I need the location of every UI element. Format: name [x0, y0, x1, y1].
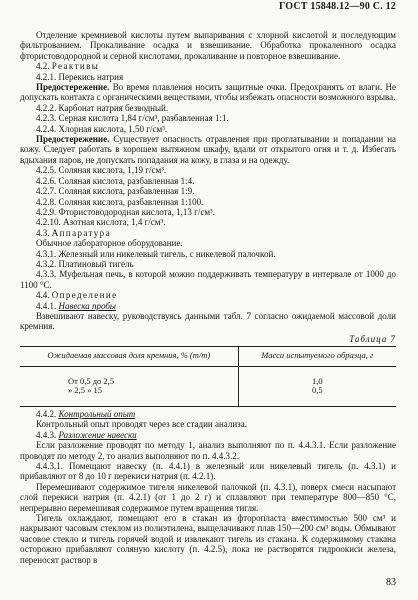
paragraph: 4.2.10. Азотная кислота, 1,4 г/см³. [36, 217, 166, 228]
subsection-heading: 4.4.3. Разложение навески [36, 429, 137, 440]
paragraph: Перемешивают содержимое тигеля никелевой палочкой (п. 4.3.1), поверх смеси насыпают слой перекиси натрия (п. 4.2.1) (от 1 до 2 г) и сплавляют при температуре 800—850 °С, непрерывно перемешивая содержимое путем вращения тигля. [20, 481, 396, 513]
table-cell: » 2,5 » 15 [20, 386, 238, 406]
paragraph: 4.2.8. Соляная кислота, разбавленная 1:100. [36, 196, 204, 207]
paragraph: 4.2.9. Фтористоводородная кислота, 1,13 г/см³. [36, 206, 216, 217]
table-row [20, 386, 396, 406]
paragraph: 4.2.3. Серная кислота 1,84 г/см³, разбавленная 1:1. [36, 113, 229, 124]
table-header-cell: Масса испытуемого образца, г [238, 347, 396, 367]
table-row [20, 366, 396, 386]
paragraph: 4.2.6. Соляная кислота, разбавленная 1:4. [36, 175, 195, 186]
table-caption: Таблица 7 [349, 333, 396, 344]
paragraph: 4.3.2. Платиновый тигель [36, 258, 134, 269]
paragraph: 4.4.3.1. Помещают навеску (п. 4.4.1) в железный или никелевый тигель (п. 4.3.1) и прибавляют от 8 до 10 г перекиси натрия (п. 4.2.1). [20, 461, 396, 482]
paragraph: Взвешивают навеску, руководствуясь данными табл. 7 согласно ожидаемой массовой доли кремния. [20, 310, 396, 332]
table-header-cell: Ожидаемая массовая доля кремния, % (m/m) [20, 347, 238, 367]
paragraph: Контрольный опыт проводят через все стадии анализа. [36, 419, 247, 430]
page-header: ГОСТ 15848.12—90 С. 12 [278, 1, 396, 12]
section-heading: 4.4. Определение [36, 290, 118, 301]
table-cell: 1,0 [311, 375, 323, 386]
warning-paragraph: Предостережение. Существует опасность отравления при проглатывании и попадании на кожу. Следует работать в хорошем вытяжном шкафу, вдали от открытого огня и т. д. Избегать вдыхания паров, не допускать попадания на кожу, в глаза и на одежду. [20, 134, 397, 165]
paragraph: 4.2.2. Карбонат натрия безводный. [36, 102, 169, 113]
paragraph: 4.3.3. Муфельная печь, в которой можно поддерживать температуру в интервале от 1000 до 1100 °С. [20, 269, 396, 290]
page-number: 83 [386, 577, 396, 588]
warning-paragraph: Предостережение. Во время плавления носить защитные очки. Предохранять от влаги. Не допускать контакта с органическими веществами, чтобы избежать опасности возможного взрыва. [20, 82, 396, 103]
table-7 [20, 346, 396, 407]
paragraph: Если разложение проводят по методу 1, анализ выполняют по п. 4.4.3.1. Если разложение проводят по методу 2, то анализ выполняют по п. 4.4.3.2. [20, 440, 396, 461]
paragraph: 4.2.1. Перекись натрия [36, 71, 124, 82]
paragraph: 4.2.4. Хлорная кислота, 1,50 г/см³. [36, 123, 168, 134]
paragraph: 4.3.1. Железный или никелевый тигель, с никелевой палочкой. [36, 248, 276, 259]
subsection-heading: 4.4.1. Навеска пробы [36, 300, 117, 311]
paragraph: 4.2.7. Соляная кислота, разбавленная 1:9. [36, 186, 195, 197]
paragraph: Тигель охлаждают, помещают его в стакан из фторопласта вместимостью 500 см³ и накрывают часовым стеклом из полиэтилена, выщелачивают плав 150—200 см³ воды. Обмывают часовое стекло и тигель горячей водой и извлекают тигель из стакана. К содержимому стакана осторожно прибавляют соляную кислоту (п. 4.2.5), пока не растворятся гидроокиси железа, переносят раствор в [20, 513, 396, 565]
page-content [20, 30, 396, 565]
paragraph: Отделение кремниевой кислоты путем выпаривания с хлорной кислотой и последующим фильтрованием. Прокаливание осадка и взвешивание. Обработка прокаленного осадка фтористоводородной и серной кислотами, прокаливание и повторное взвешивание. [20, 30, 396, 61]
subsection-heading: 4.4.2. Контрольный опыт [36, 408, 136, 419]
table-cell: 0,5 [238, 386, 396, 406]
paragraph: 4.2.5. Соляная кислота, 1,19 г/см³. [36, 165, 167, 176]
section-heading: 4.3. Аппаратура [36, 227, 111, 238]
table-cell: От 0,5 до 2,5 [20, 366, 238, 386]
section-heading: 4.2. Реактивы [36, 61, 100, 72]
paragraph: Обычное лабораторное оборудование. [36, 238, 183, 249]
